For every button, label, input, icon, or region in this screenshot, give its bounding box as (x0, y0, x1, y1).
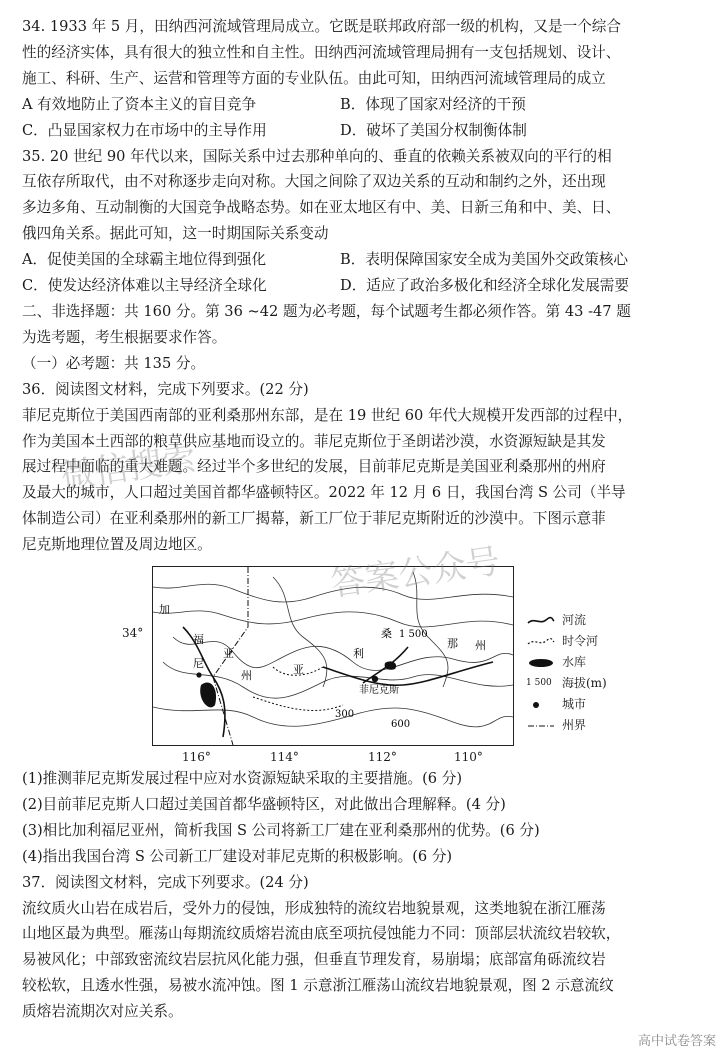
q36-line-5: 及最大的城市，人口超过美国首都华盛顿特区。2022 年 12 月 6 日，我国台湾 S 公司（半导 (22, 484, 626, 502)
legend-reservoir (526, 652, 607, 673)
section2-line-1: 二、非选择题：共 160 分。第 36 ~42 题为必考题，每个试题考生都必须作答。第 43 -47 题 (22, 302, 631, 320)
seasonal-river-legend-icon (526, 637, 556, 647)
q36-line-2: 菲尼克斯位于美国西南部的亚利桑那州东部，是在 19 世纪 60 年代大规模开发西部的过程中， (22, 406, 633, 424)
q34-option-a[interactable]: A 有效地防止了资本主义的盲目竞争 (22, 95, 257, 113)
label-zhou: 州 (241, 669, 252, 683)
q37-line-3: 山地区最为典型。雁荡山每期流纹质熔岩流由底至项抗侵蚀能力不同：顶部层状流纹岩较软， (22, 925, 621, 943)
q35-line-2: 互依存所取代，由不对称逐步走向对称。大国之间除了双边关系的互动和制约之外，还出现 (22, 173, 606, 191)
map-legend (526, 610, 607, 736)
q36-line-7: 尼克斯地理位置及周边地区。 (22, 536, 212, 554)
label-ya: 亚 (223, 647, 234, 661)
legend-river-label: 河流 (562, 613, 587, 628)
label-ya2: 亚 (293, 663, 304, 677)
label-phoenix: 菲尼克斯 (359, 685, 399, 697)
state-boundary-legend-icon (526, 721, 556, 731)
reservoir-legend-icon (526, 658, 556, 668)
contour-300: 300 (335, 709, 355, 721)
q37-line-4: 易被风化；中部致密流纹岩层抗风化能力强，但垂直节理发育，易崩塌；底部富角砾流纹岩 (22, 951, 606, 969)
footer-watermark: 高中试卷答案 (637, 1034, 716, 1049)
phoenix-map (152, 566, 514, 746)
phoenix-city-dot (372, 676, 378, 682)
legend-city-label: 城市 (562, 697, 587, 712)
seasonal-river (253, 697, 343, 710)
q34-option-b[interactable]: B．体现了国家对经济的干预 (340, 95, 526, 113)
q35-options-row-2 (22, 273, 712, 299)
watermark: 微信搜索 (58, 438, 199, 498)
q37-line-2: 流纹质火山岩在成岩后，受外力的侵蚀，形成独特的流纹岩地貌景观，这类地貌在浙江雁荡 (22, 899, 606, 917)
question-34 (22, 14, 712, 144)
q34-line-1: 34. 1933 年 5 月，田纳西河流域管理局成立。它既是联邦政府部一级的机构，又是一个综合 (22, 18, 621, 35)
q35-option-c[interactable]: C．使发达经济体难以主导经济全球化 (22, 277, 267, 295)
label-fu: 福 (193, 633, 204, 647)
q36-sub-1: (1)推测菲尼克斯发展过程中应对水资源短缺采取的主要措施。(6 分) (22, 770, 463, 788)
legend-seasonal-river-label: 时令河 (562, 634, 599, 649)
reservoir (385, 661, 396, 669)
q35-line-3: 多边多角、互动制衡的大国竞争战略态势。如在亚太地区有中、美、日新三角和中、美、日、 (22, 199, 621, 217)
question-37 (22, 870, 712, 1025)
legend-city (526, 694, 607, 715)
contour-600: 600 (391, 719, 411, 731)
q36-sub-3: (3)相比加利福尼亚州，简析我国 S 公司将新工厂建在亚利桑那州的优势。(6 分) (22, 821, 540, 839)
q36-line-3: 作为美国本土西部的粮草供应基地而设立的。菲尼克斯位于圣朗诺沙漠，水资源短缺是其发 (22, 432, 606, 450)
contour-line (153, 611, 513, 627)
legend-contour-sample: 1 500 (526, 678, 552, 689)
contour-line (153, 584, 513, 602)
label-na: 那 (447, 637, 458, 651)
contour-line (153, 707, 513, 727)
exam-page (22, 14, 712, 1025)
q36-line-1: 36．阅读图文材料，完成下列要求。(22 分) (22, 380, 309, 398)
q34-options-row-1 (22, 92, 712, 118)
lon-110: 110° (454, 750, 483, 765)
question-35 (22, 144, 712, 299)
q36-line-6: 体制造公司）在亚利桑那州的新工厂揭幕，新工厂位于菲尼克斯附近的沙漠中。下图示意菲 (22, 510, 606, 528)
lon-114: 114° (270, 750, 299, 765)
q34-options-row-2 (22, 118, 712, 144)
lon-112: 112° (368, 750, 397, 765)
legend-state-boundary-label: 州界 (562, 718, 587, 733)
q37-line-6: 质熔岩流期次对应关系。 (22, 1003, 183, 1021)
legend-reservoir-label: 水库 (562, 655, 587, 670)
q35-line-4: 俄四角关系。据此可知，这一时期国际关系变动 (22, 225, 329, 243)
q37-line-5: 较松软，且透水性强，易被水流冲蚀。图 1 示意浙江雁荡山流纹岩地貌景观，图 2 示意流纹 (22, 977, 614, 995)
legend-seasonal-river (526, 631, 607, 652)
legend-elevation (526, 673, 607, 694)
section2-line-3: （一）必考题：共 135 分。 (22, 354, 206, 372)
q35-option-d[interactable]: D．适应了政治多极化和经济全球化发展需要 (340, 277, 629, 295)
reservoir (200, 682, 216, 707)
city-dot (196, 672, 201, 677)
label-ni: 尼 (193, 657, 204, 671)
q34-line-3: 施工、科研、生产、运营和管理等方面的专业队伍。由此可知，田纳西河流域管理局的成立 (22, 69, 606, 87)
label-zhou2: 州 (475, 639, 486, 653)
river-legend-icon (526, 616, 556, 626)
legend-state-boundary (526, 715, 607, 736)
q36-sub-4: (4)指出我国台湾 S 公司新工厂建设对菲尼克斯的积极影响。(6 分) (22, 847, 453, 865)
q34-line-2: 性的经济实体，具有很大的独立性和自主性。田纳西河流域管理局拥有一支包括规划、设计、 (22, 43, 621, 61)
map-drawing (153, 567, 513, 745)
q35-option-b[interactable]: B．表明保障国家安全成为美国外交政策核心 (340, 251, 629, 269)
q36-line-4: 展过程中面临的重大难题。经过半个多世纪的发展，目前菲尼克斯是美国亚利桑那州的州府 (22, 458, 606, 476)
q35-options-row-1 (22, 247, 712, 273)
city-legend-icon (526, 700, 556, 710)
lat-34-label: 34° (122, 626, 144, 641)
legend-elevation-label: 海拔(m) (562, 676, 607, 691)
q35-option-a[interactable]: A．促使美国的全球霸主地位得到强化 (22, 251, 267, 269)
q34-option-d[interactable]: D．破坏了美国分权制衡体制 (340, 121, 527, 139)
label-sang: 桑 (381, 627, 392, 641)
lon-116: 116° (182, 750, 211, 765)
q36-sub-2: (2)目前菲尼克斯人口超过美国首都华盛顿特区，对此做出合理解释。(4 分) (22, 795, 506, 813)
q35-line-1: 35. 20 世纪 90 年代以来，国际关系中过去那种单向的、垂直的依赖关系被双向的平行的相 (22, 147, 612, 165)
legend-river (526, 610, 607, 631)
section-2-header (22, 299, 712, 377)
question-36 (22, 377, 712, 870)
q37-line-1: 37．阅读图文材料，完成下列要求。(24 分) (22, 873, 309, 891)
phoenix-map-figure (122, 566, 708, 766)
watermark: 答案公众号 (328, 541, 503, 605)
label-li: 利 (353, 647, 364, 661)
contour-1500: 1 500 (399, 629, 428, 641)
label-jia: 加 (159, 603, 170, 617)
section2-line-2: 为选考题，考生根据要求作答。 (22, 328, 227, 346)
q34-option-c[interactable]: C．凸显国家权力在市场中的主导作用 (22, 121, 267, 139)
